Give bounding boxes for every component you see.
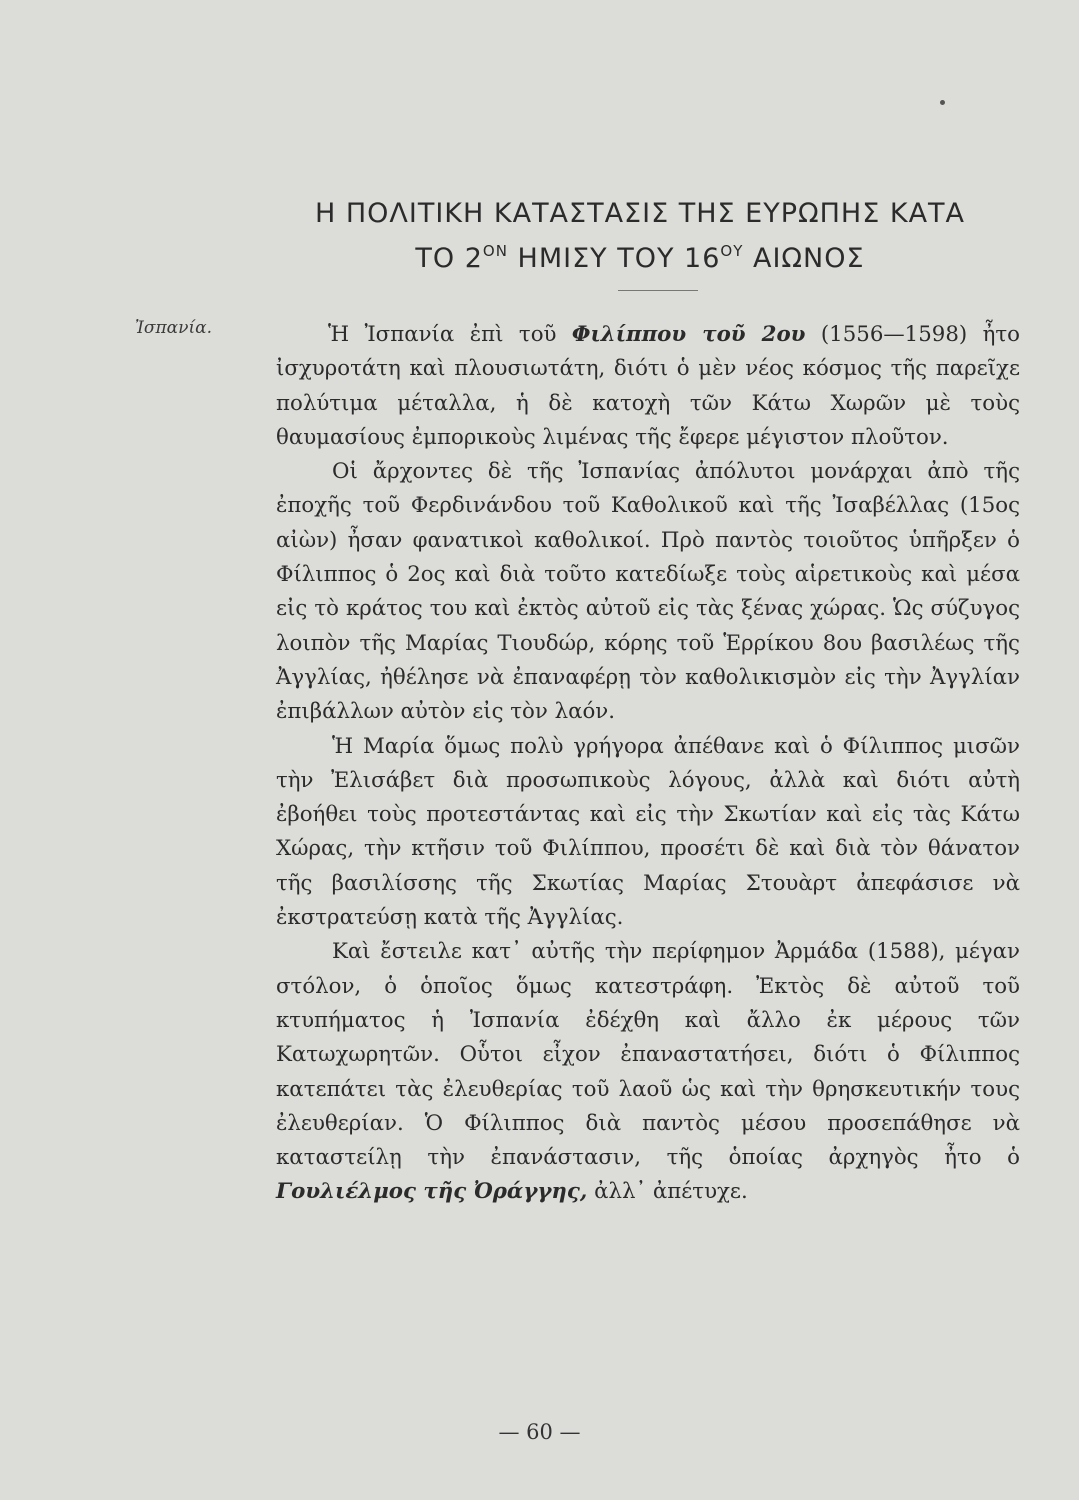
- ink-speck: [940, 100, 945, 105]
- title-superscript-2: ΟΥ: [720, 242, 744, 260]
- paragraph-1: [276, 318, 1020, 455]
- margin-note: Ἰσπανία.: [135, 318, 212, 338]
- title-part-b: ΗΜΙΣΥ ΤΟΥ 16: [507, 243, 721, 274]
- p4-text-a: Καὶ ἔστειλε κατ᾽ αὐτῆς τὴν περίφημον Ἀρμάδα (1588), μέγαν στόλον, ὁ ὁποῖος ὅμως κατεστράφη. Ἐκτὸς δὲ αὐτοῦ τοῦ κτυπήματος ἡ Ἰσπανία ἐδέχθη καὶ ἄλλο ἐκ μέρους τῶν Κατωχωρητῶν. Οὗτοι εἶχον ἐπαναστατήσει, διότι ὁ Φίλιππος κατεπάτει τὰς ἐλευθερίας τοῦ λαοῦ ὡς καὶ τὴν θρησκευτικήν τους ἐλευθερίαν. Ὁ Φίλιππος διὰ παντὸς μέσου προσεπάθησε νὰ καταστείλῃ τὴν ἐπανάστασιν, τῆς ὁποίας ἀρχηγὸς ἦτο ὁ: [276, 939, 1020, 1171]
- paragraph-4: [276, 935, 1020, 1209]
- title-part-c: ΑΙΩΝΟΣ: [743, 243, 865, 274]
- p1-text-b: (1556—1598) ἦτο ἰσχυροτάτη καὶ πλουσιωτάτη, διότι ὁ μὲν νέος κόσμος τῆς παρεῖχε πολύτιμα μέταλλα, ἡ δὲ κατοχὴ τῶν Κάτω Χωρῶν μὲ τοὺς θαυμασίους ἐμπορικοὺς λιμένας τῆς ἔφερε μέγιστον πλοῦτον.: [276, 322, 1020, 450]
- title-divider: [618, 290, 698, 291]
- p4-name-emphasis: Γουλιέλμος τῆς Ὀράγγης,: [276, 1179, 588, 1205]
- p1-text-a: Ἡ Ἰσπανία ἐπὶ τοῦ: [328, 322, 572, 347]
- body-text: [276, 318, 1020, 1210]
- title-part-a: ΤΟ 2: [415, 243, 483, 274]
- paragraph-3: Ἡ Μαρία ὅμως πολὺ γρήγορα ἀπέθανε καὶ ὁ Φίλιππος μισῶν τὴν Ἐλισάβετ διὰ προσωπικοὺς λόγους, ἀλλὰ καὶ διότι αὐτὴ ἐβοήθει τοὺς προτεστάντας καὶ εἰς τὴν Σκωτίαν καὶ εἰς τὰς Κάτω Χώρας, τὴν κτῆσιν τοῦ Φιλίππου, προσέτι δὲ καὶ διὰ τὸν θάνατον τῆς βασιλίσσης τῆς Σκωτίας Μαρίας Στουὰρτ ἀπεφάσισε νὰ ἐκστρατεύσῃ κατὰ τῆς Ἀγγλίας.: [276, 733, 1020, 931]
- chapter-title-line-1: Η ΠΟΛΙΤΙΚΗ ΚΑΤΑΣΤΑΣΙΣ ΤΗΣ ΕΥΡΩΠΗΣ ΚΑΤΑ: [314, 198, 966, 229]
- p4-text-b: ἀλλ᾽ ἀπέτυχε.: [587, 1179, 748, 1205]
- page-number: — 60 —: [498, 1420, 581, 1444]
- p1-name-emphasis: Φιλίππου τοῦ 2ου: [571, 322, 806, 347]
- title-superscript-1: ΟΝ: [482, 242, 508, 260]
- chapter-title-line-2: [240, 242, 1040, 274]
- paragraph-2: Οἱ ἄρχοντες δὲ τῆς Ἰσπανίας ἀπόλυτοι μονάρχαι ἀπὸ τῆς ἐποχῆς τοῦ Φερδινάνδου τοῦ Καθολικοῦ καὶ τῆς Ἰσαβέλλας (15ος αἰὼν) ἦσαν φανατικοὶ καθολικοί. Πρὸ παντὸς τοιοῦτος ὑπῆρξεν ὁ Φίλιππος ὁ 2ος καὶ διὰ τοῦτο κατεδίωξε τοὺς αἱρετικοὺς καὶ μέσα εἰς τὸ κράτος του καὶ ἐκτὸς αὐτοῦ εἰς τὰς ξένας χώρας. Ὡς σύζυγος λοιπὸν τῆς Μαρίας Τιουδώρ, κόρης τοῦ Ἑρρίκου 8ου βασιλέως τῆς Ἀγγλίας, ἠθέλησε νὰ ἐπαναφέρῃ τὸν καθολικισμὸν εἰς τὴν Ἀγγλίαν ἐπιβάλλων αὐτὸν εἰς τὸν λαόν.: [276, 459, 1020, 725]
